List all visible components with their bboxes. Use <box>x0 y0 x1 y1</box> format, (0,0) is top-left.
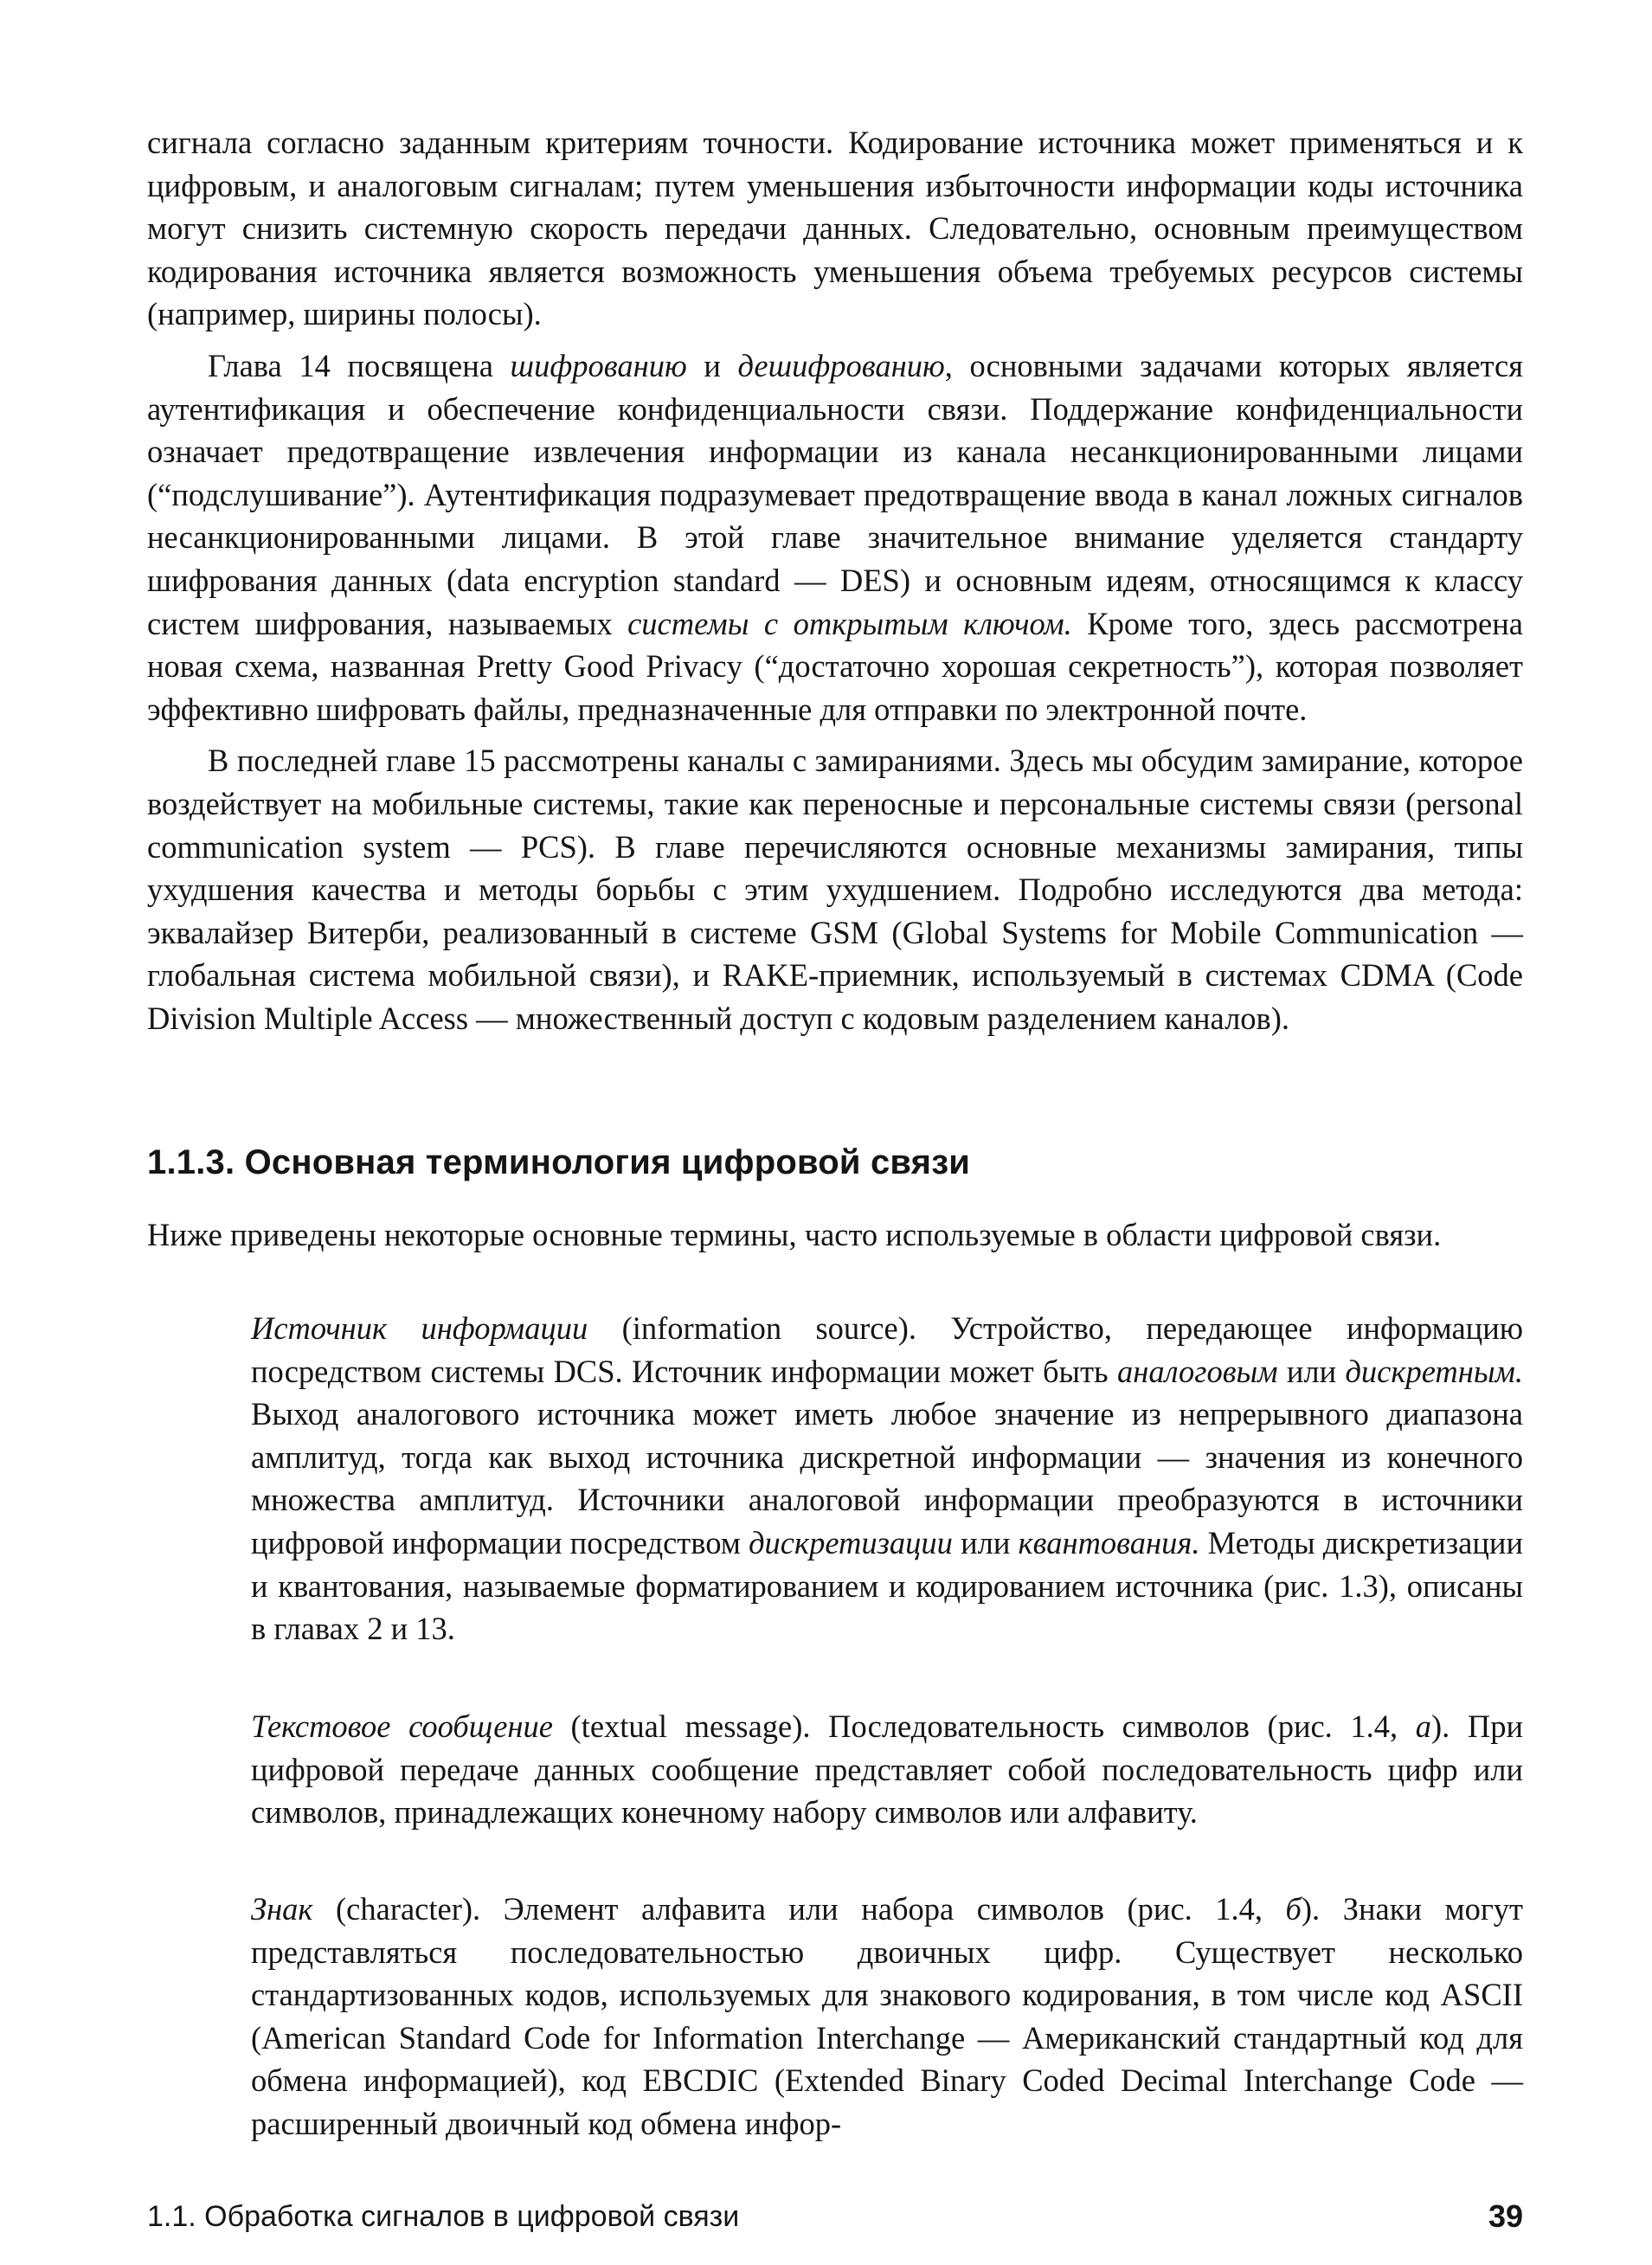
text-run: Методы дискретизации и квантования, называемые форматированием и кодированием источника (рис. 1.3), описаны в главах 2 и 13. <box>251 1524 1523 1647</box>
section-intro <box>147 1213 1523 1257</box>
italic-term: дискретизации <box>749 1524 953 1560</box>
italic-term: Источник информации <box>251 1310 588 1346</box>
paragraph-chapter-15 <box>147 739 1523 1039</box>
italic-term: а <box>1415 1708 1431 1744</box>
definition-character <box>251 1888 1523 2146</box>
definition-textual-message <box>251 1705 1523 1834</box>
italic-term: шифрованию <box>510 347 687 383</box>
text-run: или <box>952 1524 1019 1560</box>
text-run: Кроме того, здесь рассмотрена новая схема, названная Pretty Good Privacy (“достаточно хорошая секретность”), которая позволяет эффективно шифровать файлы, предназначенные для отправки по электронной почте. <box>147 605 1523 727</box>
text-run: Глава 14 посвящена <box>208 347 511 383</box>
paragraph-source-coding-end <box>147 121 1523 336</box>
italic-term: дешифрованию <box>737 347 945 383</box>
italic-term: системы с открытым ключом. <box>627 605 1072 641</box>
section-heading: 1.1.3. Основная терминология цифровой связи <box>147 1143 971 1181</box>
page-footer <box>147 2195 1523 2238</box>
intro-paragraph: Ниже приведены некоторые основные термины, часто используемые в области цифровой связи. <box>147 1217 1442 1252</box>
text-run: или <box>1277 1353 1346 1389</box>
text-run: ). Знаки могут представляться последовательностью двоичных цифр. Существует несколько стандартизованных кодов, используемых для знакового кодирования, в том числе код ASCII (American Standard Code for Information Interchange — Американский стандартный код для обмена информацией), код EBCDIC (Extended Binary Coded Decimal Interchange Code — расширенный двоичный код обмена инфор- <box>251 1891 1523 2141</box>
definition-text <box>251 1705 1523 1834</box>
running-head: 1.1. Обработка сигналов в цифровой связи <box>147 2200 740 2233</box>
body-text-top <box>147 121 1523 1039</box>
definition-information-source <box>251 1307 1523 1650</box>
text-run: В последней главе 15 рассмотрены каналы с замираниями. Здесь мы обсудим замирание, которое воздействует на мобильные системы, такие как переносные и персональные системы связи (personal communication system — PCS). В главе перечисляются основные механизмы замирания, типы ухудшения качества и методы борьбы с этим ухудшением. Подробно исследуются два метода: эквалайзер Витерби, реализованный в системе GSM (Global Systems for Mobile Communication — глобальная система мобильной связи), и RAKE-приемник, используемый в системах CDMA (Code Division Multiple Access — множественный доступ с кодовым разделением каналов). <box>147 743 1523 1036</box>
italic-term: Знак <box>251 1891 313 1927</box>
text-run: и <box>686 347 738 383</box>
italic-term: Текстовое сообщение <box>251 1708 553 1744</box>
text-run: ). При цифровой передаче данных сообщение представляет собой последовательность цифр или символов, принадлежащих конечному набору символов или алфавиту. <box>251 1708 1523 1831</box>
definition-text <box>251 1888 1523 2146</box>
text-run: , основными задачами которых является аутентификация и обеспечение конфиденциальности связи. Поддержание конфиденциальности означает предотвращение извлечения информации из канала несанкционированными лицами (“подслушивание”). Аутентификация подразумевает предотвращение ввода в канал ложных сигналов несанкционированными лицами. В этой главе значительное внимание уделяется стандарту шифрования данных (data encryption standard — DES) и основным идеям, относящимся к классу систем шифрования, называемых <box>147 347 1524 641</box>
text-run: сигнала согласно заданным критериям точности. Кодирование источника может применяться и к цифровым, и аналоговым сигналам; путем уменьшения избыточности информации коды источника могут снизить системную скорость передачи данных. Следовательно, основным преимуществом кодирования источника является возможность уменьшения объема требуемых ресурсов системы (например, ширины полосы). <box>147 125 1523 332</box>
italic-term: квантования. <box>1018 1524 1200 1560</box>
definition-text <box>251 1307 1523 1650</box>
text-run: Выход аналогового источника может иметь любое значение из непрерывного диапазона амплитуд, тогда как выход источника дискретной информации — значения из конечного множества амплитуд. Источники аналоговой информации преобразуются в источники цифровой информации посредством <box>251 1396 1523 1560</box>
italic-term: дискретным. <box>1345 1353 1524 1389</box>
text-run: (textual message). Последовательность символов (рис. 1.4, <box>552 1708 1416 1744</box>
paragraph-chapter-14 <box>147 344 1523 730</box>
page-number: 39 <box>1488 2198 1523 2234</box>
text-run: (character). Элемент алфавита или набора символов (рис. 1.4, <box>312 1891 1286 1927</box>
italic-term: б <box>1285 1891 1302 1927</box>
italic-term: аналоговым <box>1116 1353 1278 1389</box>
text-run: (information source). Устройство, передающее информацию посредством системы DCS. Источник информации может быть <box>251 1310 1523 1389</box>
